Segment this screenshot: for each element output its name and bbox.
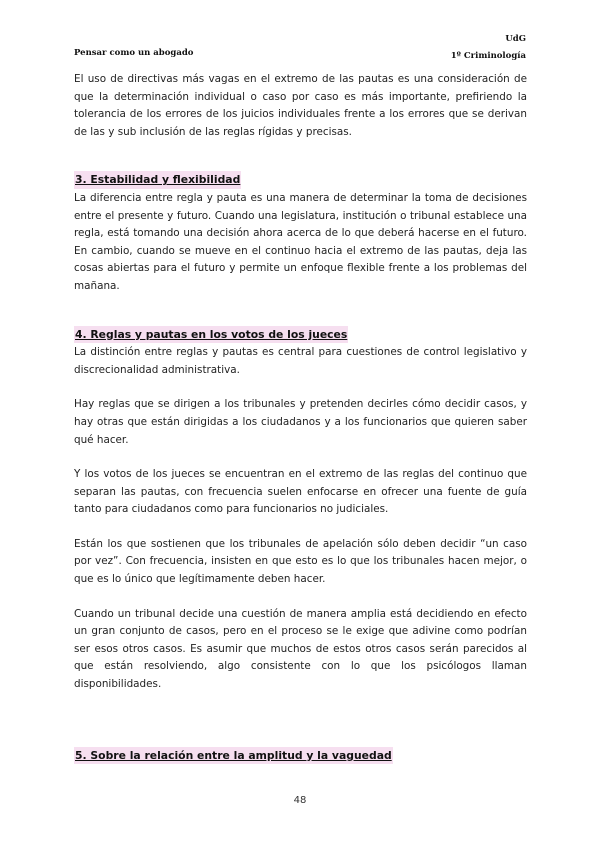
header-right <box>451 31 526 65</box>
section-4-paragraph-1: La distinción entre reglas y pautas es central para cuestiones de control legislativo y discrecionalidad administrativa. <box>74 346 527 376</box>
section-4-paragraph-3: Y los votos de los jueces se encuentran en el extremo de las reglas del continuo que separan las pautas, con frecuencia suelen enfocarse en ofrecer una fuente de guía tanto para ciudadanos como para funcionarios no judiciales. <box>74 468 527 516</box>
intro-paragraph: El uso de directivas más vagas en el extremo de las pautas es una consideración de que la determinación individual o caso por caso es más importante, prefiriendo la tolerancia de los errores de los juicios individuales frente a los errores que se derivan de las y sub inclusión de las reglas rígidas y precisas. <box>74 73 527 138</box>
header-left: Pensar como un abogado <box>74 48 194 58</box>
page-number: 48 <box>293 795 307 806</box>
section-3-paragraph: La diferencia entre regla y pauta es una manera de determinar la toma de decisiones entre el presente y futuro. Cuando una legislatura, institución o tribunal establece una regla, está tomando una decisión ahora acerca de lo que deberá hacerse en el futuro. En cambio, cuando se mueve en el continuo hacia el extremo de las pautas, deja las cosas abiertas para el futuro y permite un enfoque flexible frente a los problemas del mañana. <box>74 191 527 292</box>
section-3-heading: 3. Estabilidad y flexibilidad <box>74 171 241 189</box>
section-4-paragraph-4: Están los que sostienen que los tribunales de apelación sólo deben decidir “un caso por vez”. Con frecuencia, insisten en que esto es lo que los tribunales hacen mejor, o que es lo único que legítimamente deben hacer. <box>74 537 527 586</box>
section-5-heading: 5. Sobre la relación entre la amplitud y la vaguedad <box>74 747 393 765</box>
section-4-paragraph-5: Cuando un tribunal decide una cuestión de manera amplia está decidiendo en efecto un gran conjunto de casos, pero en el proceso se le exige que adivine como podrían ser esos otros casos. Es asumir que muchos de estos otros casos serán parecidos al que están resolviendo, algo consistente con lo que los psicólogos llaman disponibilidades. <box>74 607 527 691</box>
page-content <box>74 71 527 765</box>
section-4-heading: 4. Reglas y pautas en los votos de los jueces <box>74 326 348 344</box>
section-4-paragraph-2: Hay reglas que se dirigen a los tribunales y pretenden decirles cómo decidir casos, y hay otras que están dirigidas a los ciudadanos y a los funcionarios que quieren saber qué hacer. <box>74 398 527 446</box>
header-institution: UdG <box>505 34 526 44</box>
header-course: 1º Criminología <box>450 51 526 61</box>
